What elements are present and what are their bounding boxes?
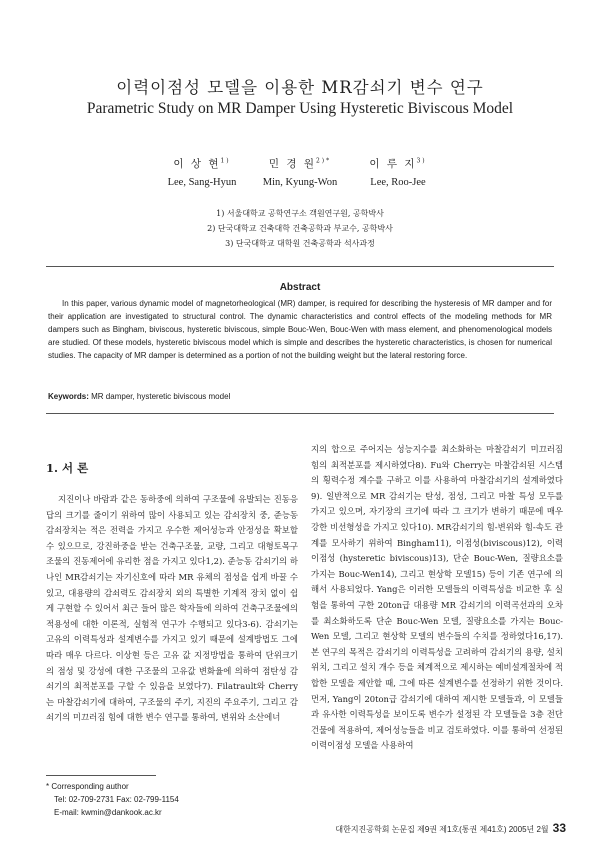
corresponding-tel: Tel: 02-709-2731 Fax: 02-799-1154 [54,795,179,804]
paper-title-english: Parametric Study on MR Damper Using Hysteretic Biviscous Model [86,100,514,117]
author-1-name-en: Lee, Sang-Hyun [167,177,237,188]
author-1-sup: 1) [220,157,231,165]
keywords-text: MR damper, hysteretic biviscous model [91,392,231,401]
section-heading-introduction: 1. 서 론 [46,461,89,475]
corresponding-author-note [46,780,298,819]
affiliation-3: 3) 단국대학교 대학원 건축공학과 석사과정 [225,239,375,248]
author-1-name-ko: 이 상 현 [173,158,221,170]
body-paragraph-right: 지의 합으로 주어지는 성능지수를 최소화하는 마찰감쇠기 미끄러짐 힘의 최적분포를 제시하였다8). Fu와 Cherry는 마찰감쇠된 시스템의 횡력수정 계수를 구하고 이를 사용하여 마찰감쇠기의 설계하였다9). 일반적으로 MR 감쇠기는 탄성, 점성, 그리고 마찰 특성 모두를 가지고 있으며, 자기장의 크기에 따라 그 크기가 변하기 때문에 매우 강한 비선형성을 가지고 있다10). MR감쇠기의 힘-변위와 힘-속도 관계를 모사하기 위하여 Bingham11), 이점성(biviscous)12), 이력 이점성 (hysteretic biviscous)13), 단순 Bouc-Wen, 질량요소를 가지는 Bouc-Wen14), 그리고 현상학 모델15) 등이 기존 연구에 의해서 사용되었다. Yang은 이러한 모델들의 이력특성을 비교한 후 실험을 통하여 구한 20ton급 대용량 MR 감쇠기의 이력곡선과의 오차를 최소화하도록 단순 Bouc-Wen 모델, 질량요소를 가지는 Bouc-Wen 모델, 그리고 현상학 모델의 변수들의 수치를 정하였다16,17). 본 연구의 목적은 감쇠기의 이력특성을 고려하여 감쇠기의 용량, 설치위치, 그리고 설치 개수 등을 체계적으로 제시하는 예비설계절차에 적합한 모델을 제안할 때, 그에 따른 설계변수를 선정하기 위한 것이다. 먼저, Yang이 20ton급 감쇠기에 대하여 제시한 모델들과, 이 모델들과 유사한 이력특성을 보이도록 변수가 설정된 각 모델들을 3층 전단건물에 적용하여, 제어성능들을 비교 검토하였다. 이를 통하여 선정된 이력이점성 모델을 사용하여 [311,444,563,751]
body-column-left [46,492,298,726]
author-3 [315,156,478,188]
page-number: 33 [552,821,566,835]
footnote-rule [46,775,156,776]
corresponding-email: E-mail: kwmin@dankook.ac.kr [54,808,162,817]
author-2-sup: 2)* [315,157,332,165]
affiliation-2: 2) 단국대학교 건축대학 건축공학과 부교수, 공학박사 [207,224,393,233]
author-3-sup: 3) [416,157,427,165]
paper-title-korean: 이력이점성 모델을 이용한 MR감쇠기 변수 연구 [116,78,484,97]
abstract-body: In this paper, various dynamic model of magnetorheological (MR) damper, is required for describing the hysteresis of MR damper and for their application are investigated to structural control. The dynamic characteristics and control effects of the modeling methods for MR dampers such as Bingham, biviscous, hysteretic biviscous, simple Bouc-Wen, Bouc-Wen with mass element, and phenomenological models are studied. Of these models, hysteretic biviscous model which is simple and describes the hysteretic characteristics, is chosen for numerical studies. The capacity of MR damper is determined as a portion of not the building weight but the lateral restoring force. [48,299,552,361]
author-2-name-en: Min, Kyung-Won [262,177,338,188]
abstract-bottom-rule [46,413,554,414]
keywords-label: Keywords: [48,392,89,401]
affiliations [0,206,600,251]
author-3-name-ko: 이 루 지 [369,158,417,170]
keywords [48,392,552,401]
affiliation-1: 1) 서울대학교 공학연구소 객원연구원, 공학박사 [216,209,384,218]
author-block [0,156,600,196]
body-paragraph-left: 지진이나 바람과 같은 동하중에 의하여 구조물에 유발되는 진동응답의 크기를 줄이기 위하여 많이 사용되고 있는 감쇠장치 중, 준능동 감쇠장치는 적은 전력을 가지고 우수한 제어성능과 안정성을 확보할 수 있으므로, 강진하중을 받는 건축구조물, 교량, 그리고 대형토목구조물의 진동제어에 유리한 점을 가지고 있다1,2). 준능동 감쇠기의 하나인 MR감쇠기는 자기신호에 따라 MR 유체의 점성을 쉽게 바꿀 수 있고, 대용량의 감쇠력도 감쇠장치 외의 특별한 기계적 장치 없이 쉽게 구현할 수 있어서 최근 들어 많은 학자들에 의하여 건축구조물에의 적용성에 대한 이론적, 실험적 연구가 수행되고 있다3-6). 감쇠기는 고유의 이력특성과 설계변수를 가지고 있기 때문에 설계방법도 그에 따라 매우 다르다. 이상현 등은 고유 값 지정방법을 통하여 단위크기의 점성 및 강성에 대한 구조물의 고유값 변화율에 의하여 점탄성 감쇠기의 최적분포를 구할 수 있음을 보였다7). Filatrault와 Cherry는 마찰감쇠기에 대하여, 구조물의 주기, 지진의 주요주기, 그리고 감쇠기의 미끄러짐 힘에 대한 변수 연구를 통하여, 변위와 소산에너 [46,494,298,723]
corresponding-label: * Corresponding author [46,782,129,791]
body-column-right [311,442,563,754]
journal-info: 대한지진공학회 논문집 제9권 제1호(통권 제41호) 2005년 2월 [335,825,549,834]
abstract-heading: Abstract [279,282,321,293]
author-2-name-ko: 민 경 원 [268,158,316,170]
author-3-name-en: Lee, Roo-Jee [370,177,426,188]
page-footer [335,821,566,835]
abstract-top-rule [46,266,554,267]
